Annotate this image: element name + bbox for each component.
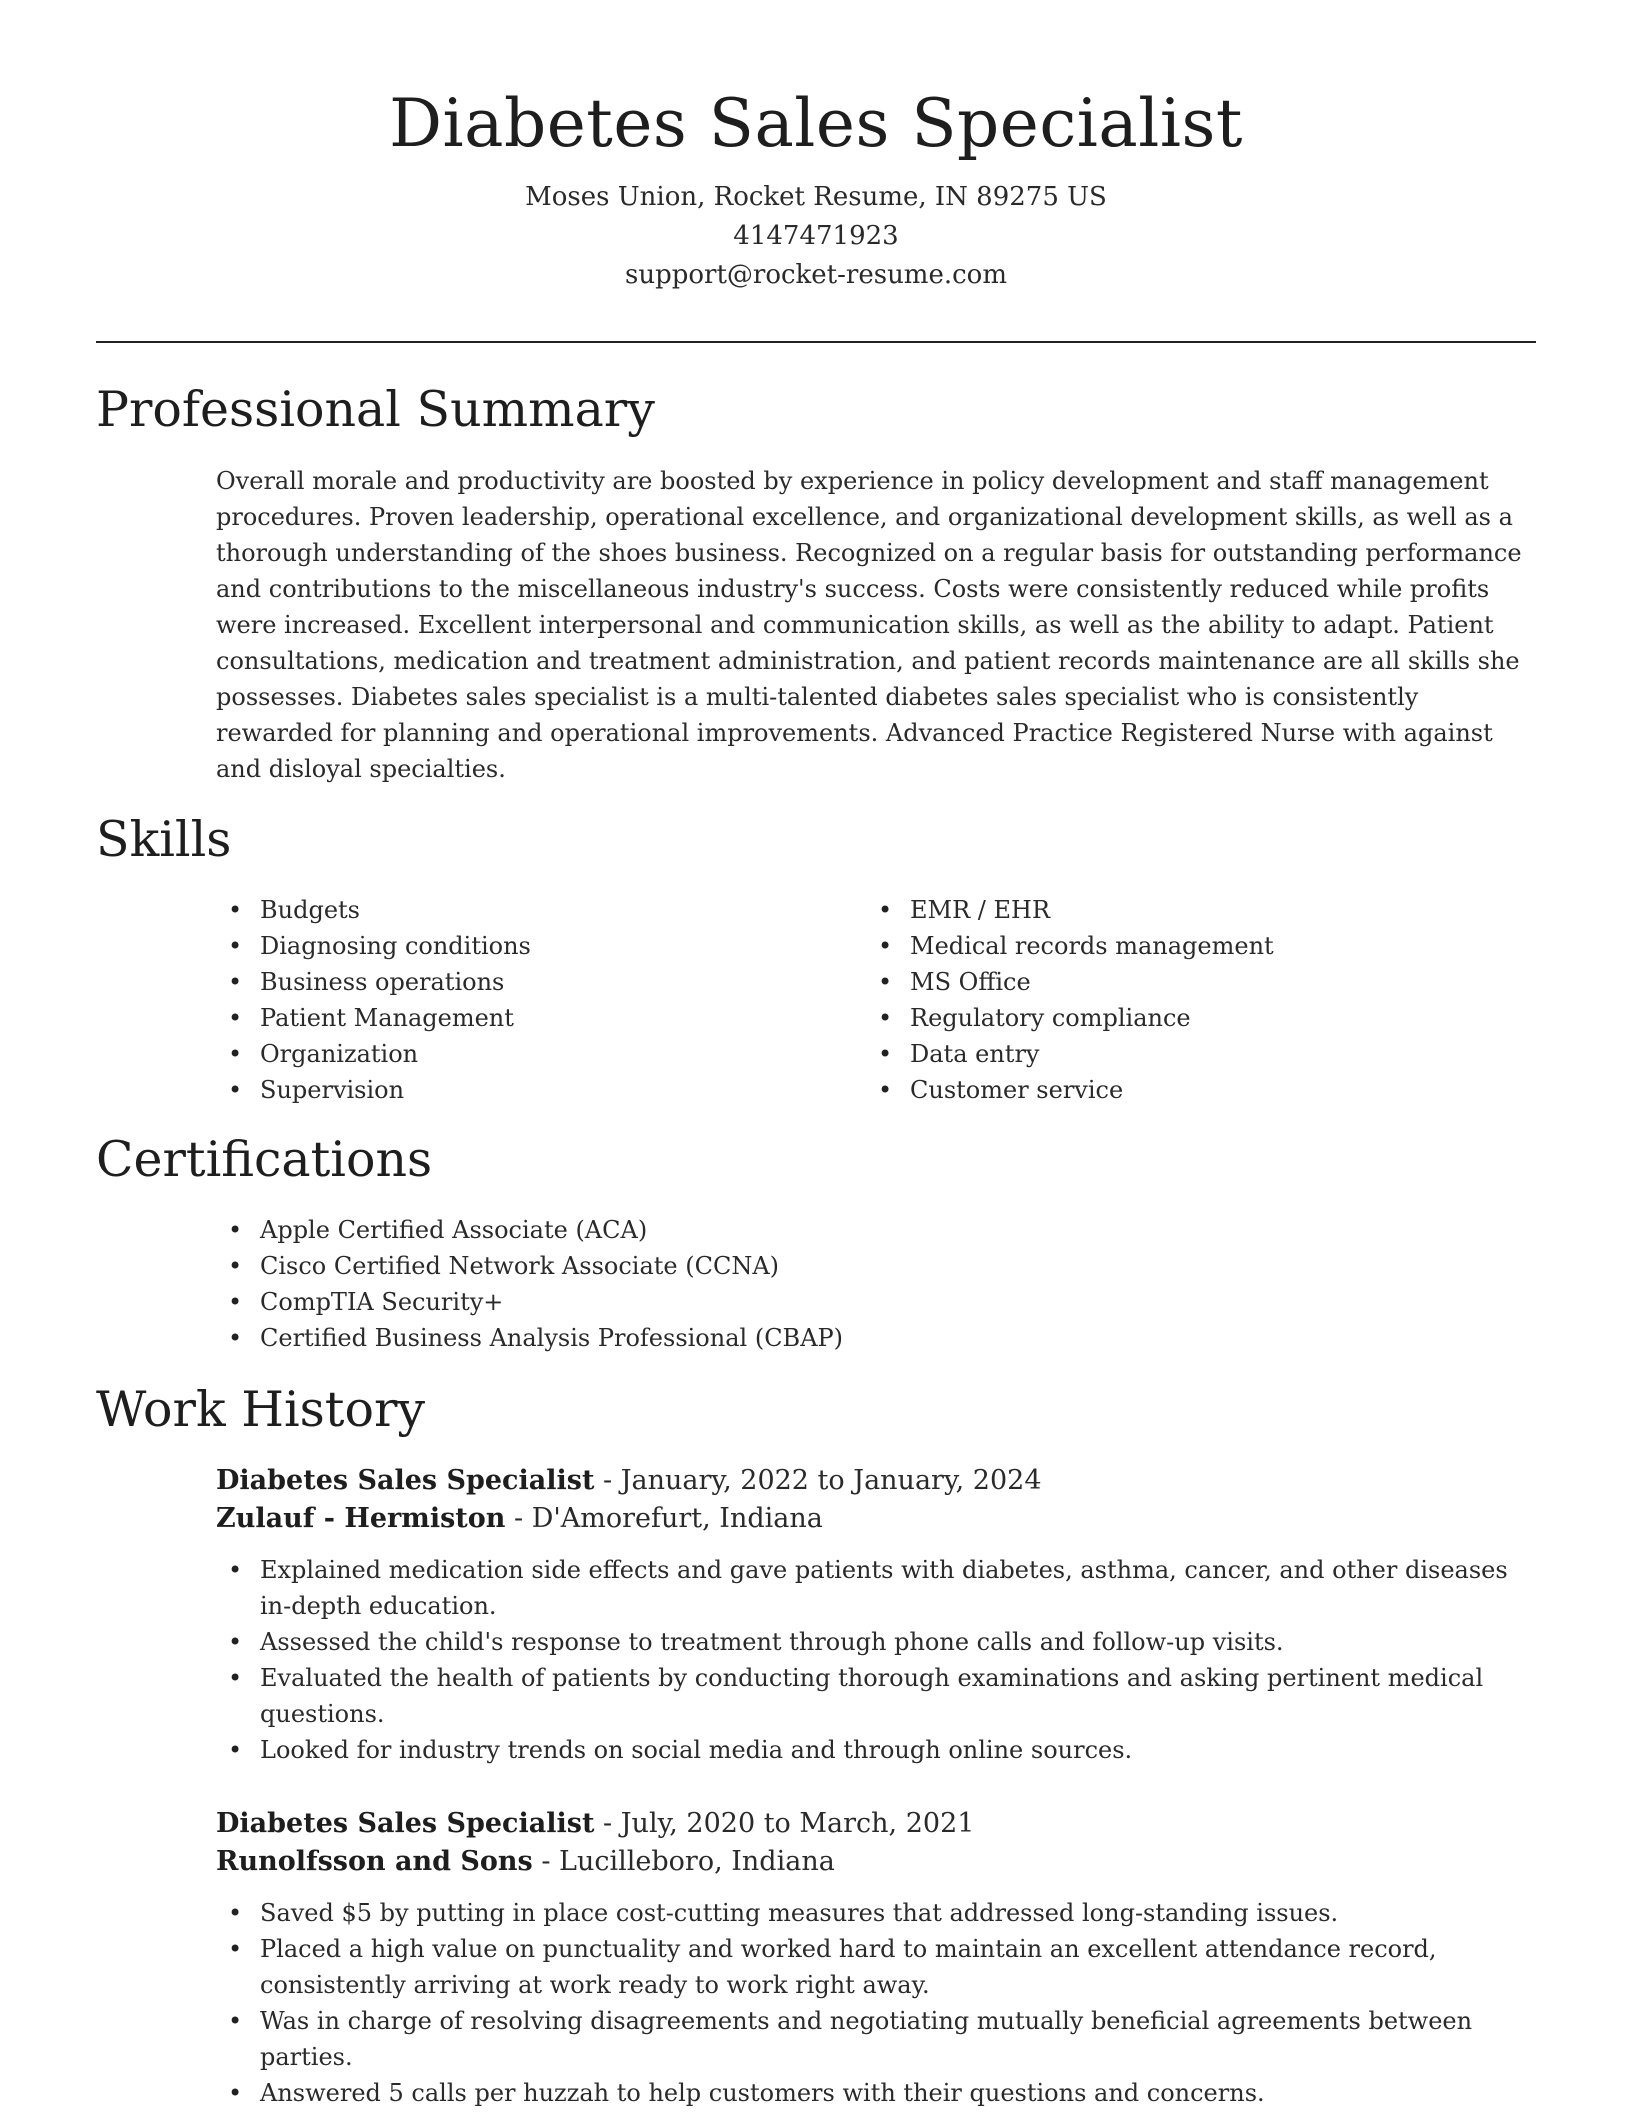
- job-company: Runolfsson and Sons: [216, 1846, 533, 1877]
- skills-heading: Skills: [96, 811, 232, 868]
- job-bullet: • Looked for industry trends on social media and through online sources.: [216, 1732, 1536, 1768]
- job-bullet: • Evaluated the health of patients by conducting thorough examinations and asking pertinent medical questions.: [216, 1660, 1536, 1732]
- skill-item: • Patient Management: [216, 1000, 816, 1036]
- job-dates: - January, 2022 to January, 2024: [594, 1465, 1042, 1496]
- skill-item: • Data entry: [866, 1036, 1506, 1072]
- certification-item: • Certified Business Analysis Professional (CBAP): [216, 1320, 1416, 1356]
- contact-phone: 4147471923: [733, 221, 899, 251]
- skill-item: • EMR / EHR: [866, 892, 1506, 928]
- skills-list-left: [216, 892, 816, 1108]
- skill-item: • Business operations: [216, 964, 816, 1000]
- contact-info: [0, 178, 1632, 295]
- skill-item: • Budgets: [216, 892, 816, 928]
- certification-item: • Cisco Certified Network Associate (CCNA): [216, 1248, 1416, 1284]
- header-divider: [96, 341, 1536, 343]
- skill-item: • Organization: [216, 1036, 816, 1072]
- job-entry: [216, 1462, 1536, 1768]
- resume-header: [0, 0, 1632, 295]
- candidate-name: Diabetes Sales Specialist: [389, 85, 1243, 162]
- job-title-line: [216, 1462, 1536, 1500]
- work-history-heading: Work History: [96, 1381, 426, 1438]
- skill-item: • Supervision: [216, 1072, 816, 1108]
- job-dates: - July, 2020 to March, 2021: [594, 1808, 975, 1839]
- certification-item: • Apple Certified Associate (ACA): [216, 1212, 1416, 1248]
- job-bullet: • Explained medication side effects and gave patients with diabetes, asthma, cancer, and other diseases in-depth education.: [216, 1552, 1536, 1624]
- job-location: - Lucilleboro, Indiana: [532, 1846, 835, 1877]
- skill-item: • Regulatory compliance: [866, 1000, 1506, 1036]
- job-bullet: • Placed a high value on punctuality and worked hard to maintain an excellent attendance record, consistently arriving at work ready to work right away.: [216, 1931, 1536, 2003]
- skills-list-right: [866, 892, 1506, 1108]
- skill-item: • Medical records management: [866, 928, 1506, 964]
- certifications-heading: Certifications: [96, 1131, 433, 1188]
- job-bullet: • Saved $5 by putting in place cost-cutting measures that addressed long-standing issues.: [216, 1895, 1536, 1931]
- job-bullets: [216, 1895, 1536, 2111]
- contact-address: Moses Union, Rocket Resume, IN 89275 US: [525, 182, 1107, 212]
- job-entry: [216, 1805, 1536, 2111]
- skill-item: • Diagnosing conditions: [216, 928, 816, 964]
- job-location: - D'Amorefurt, Indiana: [505, 1503, 823, 1534]
- job-title: Diabetes Sales Specialist: [216, 1808, 595, 1839]
- job-title: Diabetes Sales Specialist: [216, 1465, 595, 1496]
- job-company-line: [216, 1843, 1536, 1881]
- job-bullet: • Answered 5 calls per huzzah to help customers with their questions and concerns.: [216, 2075, 1536, 2111]
- job-company: Zulauf - Hermiston: [216, 1503, 506, 1534]
- job-bullet: • Was in charge of resolving disagreements and negotiating mutually beneficial agreements between parties.: [216, 2003, 1536, 2075]
- summary-heading: Professional Summary: [96, 381, 655, 438]
- contact-email: support@rocket-resume.com: [624, 260, 1007, 290]
- skill-item: • MS Office: [866, 964, 1506, 1000]
- job-company-line: [216, 1500, 1536, 1538]
- job-bullet: • Assessed the child's response to treatment through phone calls and follow-up visits.: [216, 1624, 1536, 1660]
- skill-item: • Customer service: [866, 1072, 1506, 1108]
- summary-text: Overall morale and productivity are boosted by experience in policy development and staff management procedures. Proven leadership, operational excellence, and organizational development skills, as well as a thorough understanding of the shoes business. Recognized on a regular basis for outstanding performance and contributions to the miscellaneous industry's success. Costs were consistently reduced while profits were increased. Excellent interpersonal and communication skills, as well as the ability to adapt. Patient consultations, medication and treatment administration, and patient records maintenance are all skills she possesses. Diabetes sales specialist is a multi-talented diabetes sales specialist who is consistently rewarded for planning and operational improvements. Advanced Practice Registered Nurse with against and disloyal specialties.: [216, 467, 1522, 783]
- job-title-line: [216, 1805, 1536, 1843]
- job-bullets: [216, 1552, 1536, 1768]
- certification-item: • CompTIA Security+: [216, 1284, 1416, 1320]
- certifications-list: [216, 1212, 1416, 1356]
